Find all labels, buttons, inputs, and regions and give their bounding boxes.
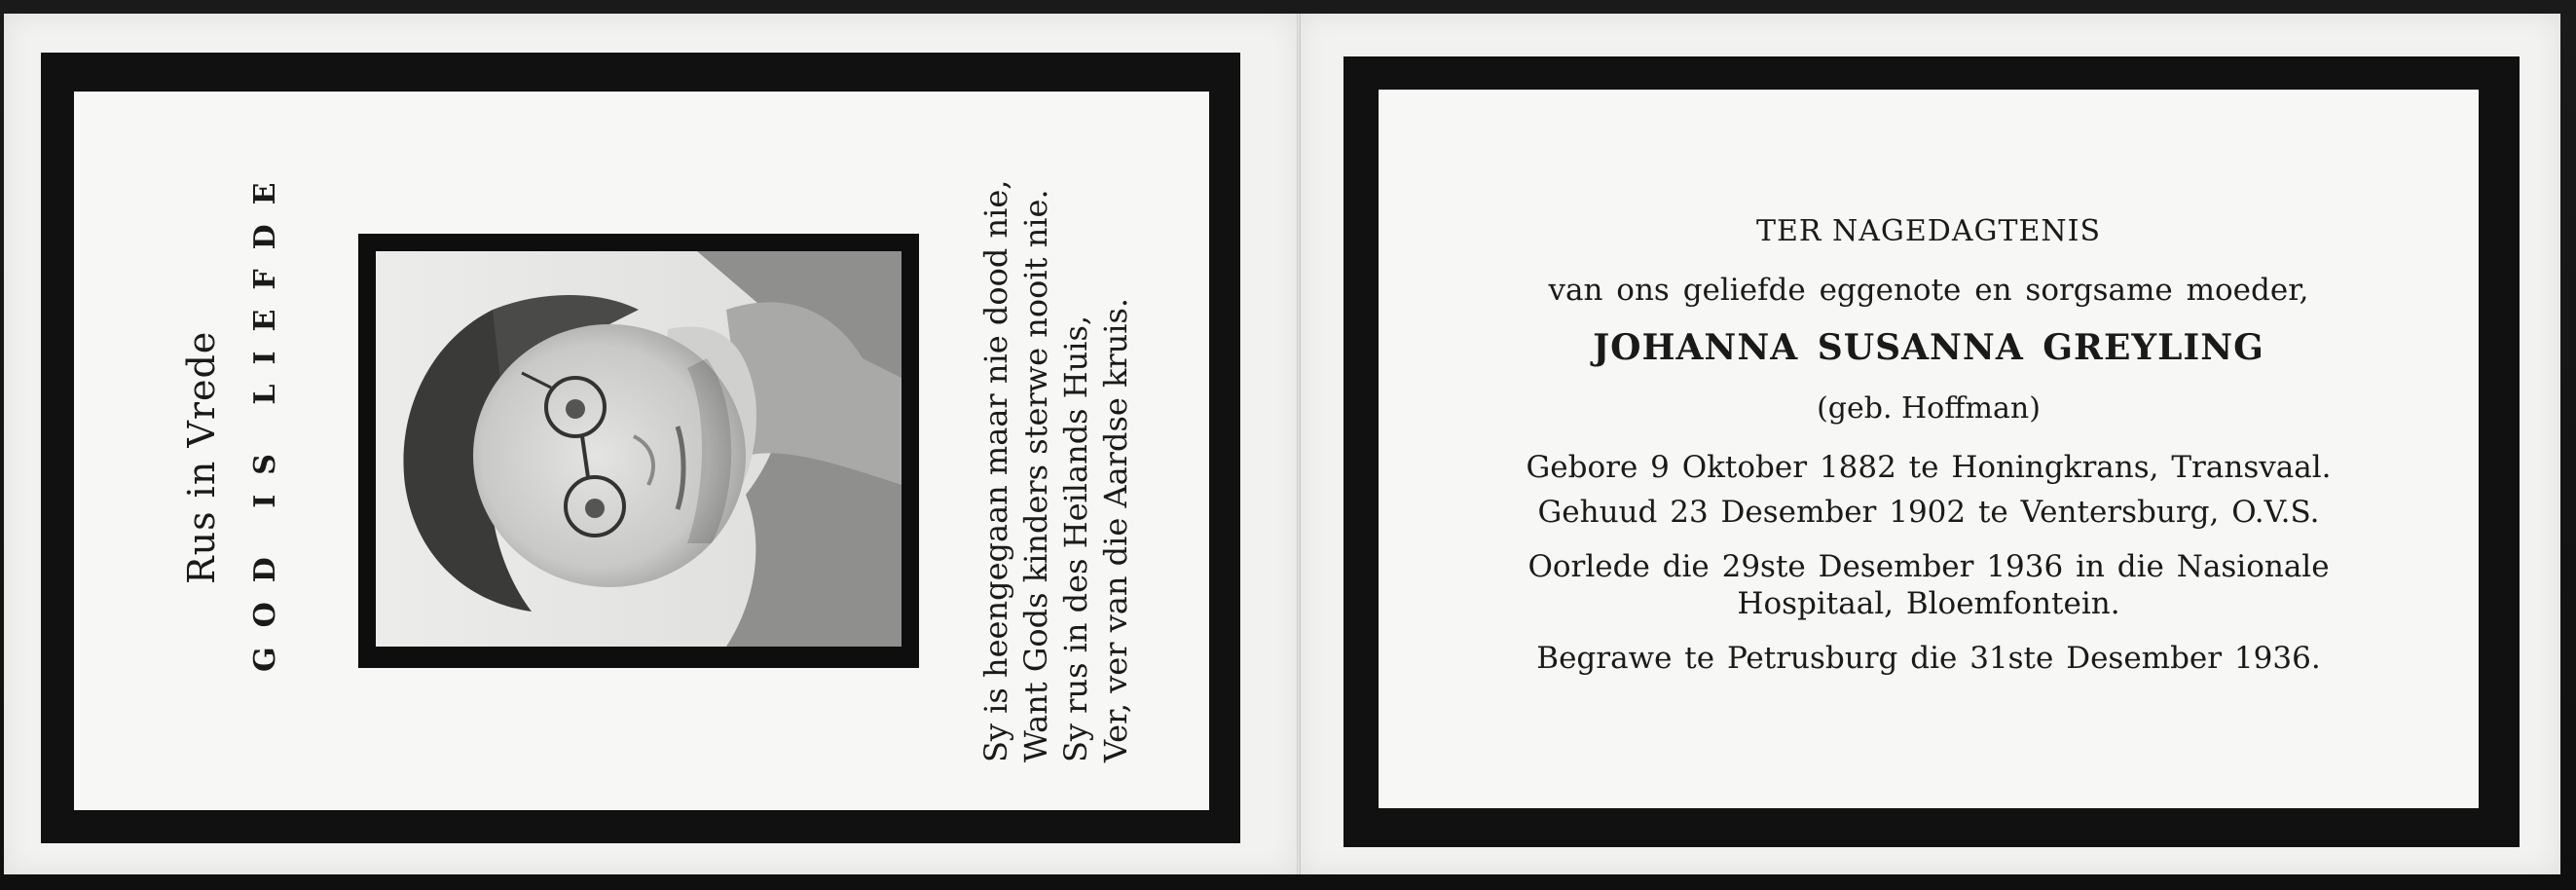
poem-line-3: Sy rus in des Heilands Huis,: [1057, 315, 1094, 762]
birth-line: Gebore 9 Oktober 1882 te Honingkrans, Transvaal.: [1526, 450, 2332, 485]
marriage-line: Gehuud 23 Desember 1902 te Ventersburg, O.V.S.: [1537, 495, 2320, 530]
poem-line-2: Want Gods kinders sterwe nooit nie.: [1017, 189, 1054, 762]
card-fold: [1297, 14, 1301, 874]
portrait-illustration: [376, 251, 902, 647]
memorial-heading: TER NAGEDAGTENIS: [1755, 214, 2102, 248]
poem-line-1: Sy is heengegaan maar nie dood nie,: [977, 179, 1014, 762]
death-line-2: Hospitaal, Bloemfontein.: [1737, 586, 2120, 621]
maiden-name: (geb. Hoffman): [1817, 391, 2041, 426]
rotated-title: Rus in Vrede: [180, 330, 223, 584]
rotated-motto: GOD IS LIEFDE: [248, 163, 282, 672]
burial-line: Begrawe te Petrusburg die 31ste Desember 1936.: [1536, 641, 2321, 676]
portrait-photo: [376, 251, 902, 647]
deceased-name: JOHANNA SUSANNA GREYLING: [1593, 327, 2264, 368]
death-line-1: Oorlede die 29ste Desember 1936 in die Nasionale: [1527, 549, 2330, 584]
right-inner-page: [1379, 90, 2479, 808]
poem-block: [976, 180, 1136, 762]
memorial-intro: van ons geliefde eggenote en sorgsame moeder,: [1548, 273, 2309, 308]
poem-line-4: Ver, ver van die Aardse kruis.: [1097, 297, 1134, 762]
